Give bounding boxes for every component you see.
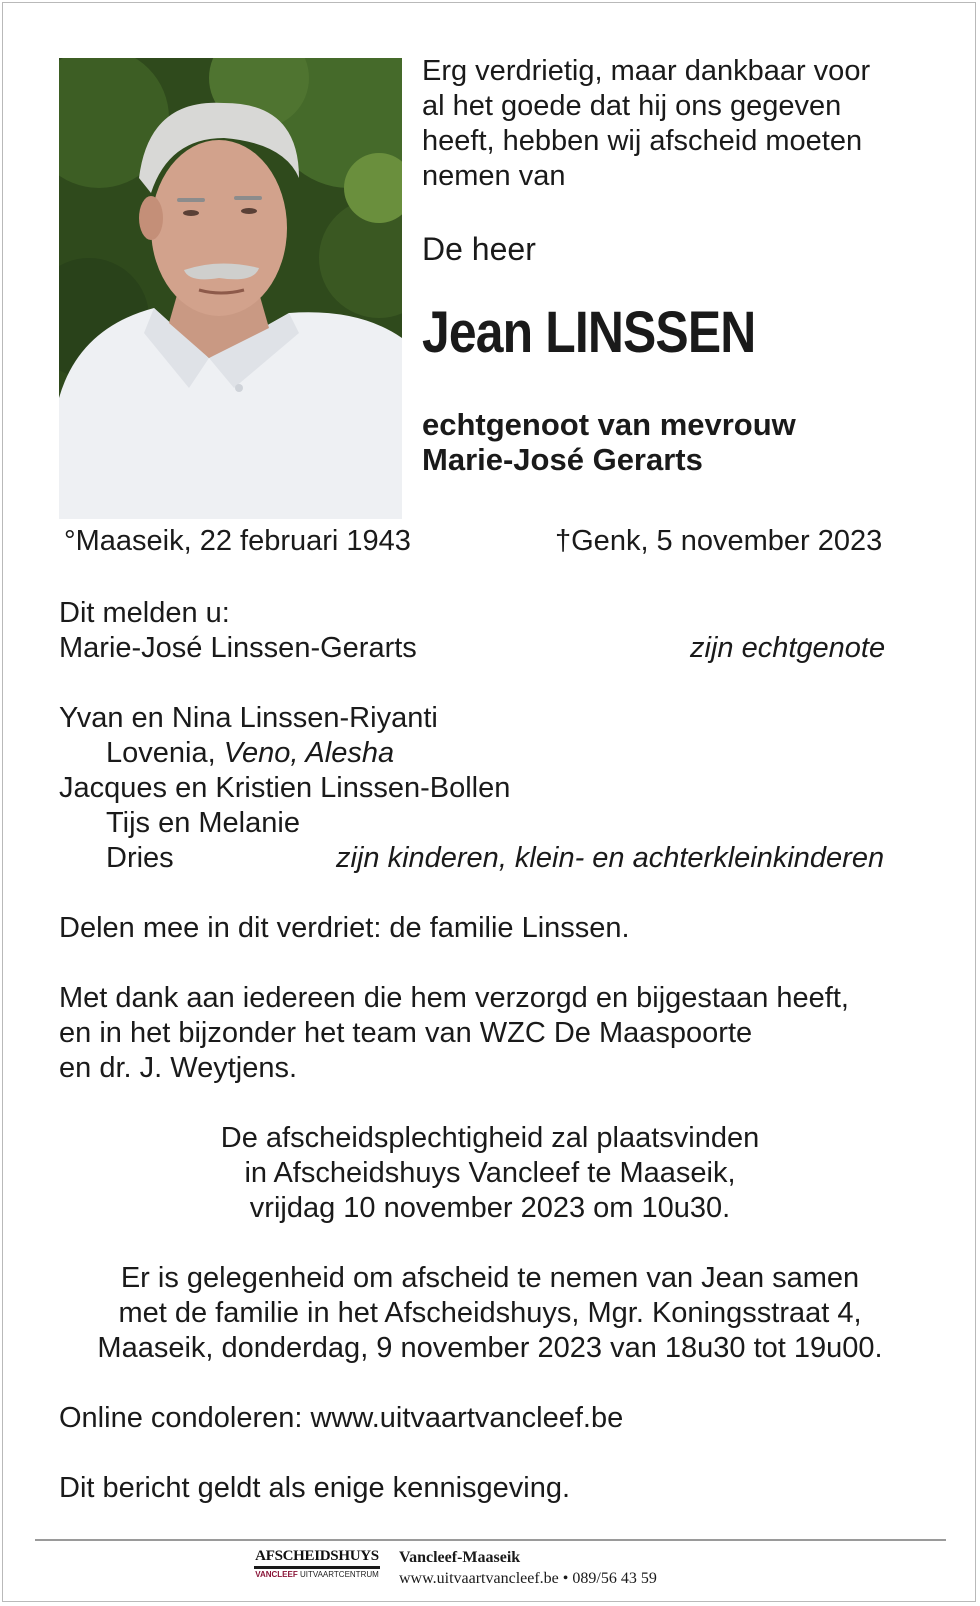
grandchildren-line-1: [106, 736, 394, 771]
online-condolence: Online condoleren: www.uitvaartvancleef.be: [59, 1402, 624, 1434]
family-line-2: Jacques en Kristien Linssen-Bollen: [59, 772, 511, 804]
logo-brand: VANCLEEF: [255, 1570, 298, 1579]
spouse-line-2: Marie-José Gerarts: [422, 442, 703, 477]
intro-line: al het goede dat hij ons gegeven: [422, 90, 842, 122]
funeral-home-name: Vancleef-Maaseik: [399, 1549, 521, 1566]
honorific: De heer: [422, 231, 536, 267]
grandchildren-line-2: Tijs en Melanie: [106, 807, 300, 839]
thanks-line: en dr. J. Weytjens.: [59, 1052, 298, 1084]
ceremony-line: De afscheidsplechtigheid zal plaatsvinden: [220, 1122, 760, 1154]
intro-text: [422, 54, 870, 194]
notice-line: Dit bericht geldt als enige kennisgeving.: [59, 1472, 571, 1504]
grandchildren-plain: Lovenia,: [106, 737, 216, 769]
children-role: zijn kinderen, klein- en achterkleinkinderen: [336, 842, 885, 874]
logo-wordmark: AFSCHEIDSHUYS: [255, 1548, 379, 1564]
footer-divider: [35, 1539, 946, 1541]
share-line: Delen mee in dit verdriet: de familie Linssen.: [59, 912, 630, 944]
logo-subline: [254, 1570, 380, 1580]
funeral-home-logo: [254, 1548, 380, 1588]
logo-bar: [254, 1566, 380, 1569]
intro-line: Erg verdrietig, maar dankbaar voor: [422, 55, 871, 87]
spouse-line-1: echtgenoot van mevrouw: [422, 407, 796, 442]
family-line-1: Yvan en Nina Linssen-Riyanti: [59, 702, 438, 734]
birth-date: °Maaseik, 22 februari 1943: [64, 525, 411, 557]
deceased-name: Jean LINSSEN: [422, 300, 756, 365]
intro-line: nemen van: [422, 160, 566, 192]
spouse-name: Marie-José Linssen-Gerarts: [59, 632, 417, 664]
portrait-photo: [59, 58, 402, 519]
spouse-role: zijn echtgenote: [690, 632, 886, 664]
intro-line: heeft, hebben wij afscheid moeten: [422, 125, 863, 157]
spouse-block: [422, 407, 796, 477]
visitation-line: met de familie in het Afscheidshuys, Mgr. Koningsstraat 4,: [118, 1297, 862, 1329]
grandchildren-italic: Veno, Alesha: [223, 737, 395, 769]
grandchildren-line-3: Dries: [106, 842, 174, 874]
death-date: †Genk, 5 november 2023: [555, 525, 883, 557]
funeral-home-contact: www.uitvaartvancleef.be • 089/56 43 59: [399, 1570, 657, 1587]
logo-rest: UITVAARTCENTRUM: [299, 1570, 379, 1579]
thanks-line: en in het bijzonder het team van WZC De Maaspoorte: [59, 1017, 753, 1049]
ceremony-line: vrijdag 10 november 2023 om 10u30.: [249, 1192, 731, 1224]
ceremony-line: in Afscheidshuys Vancleef te Maaseik,: [244, 1157, 736, 1189]
announcers-heading: Dit melden u:: [59, 597, 230, 629]
visitation-line: Maaseik, donderdag, 9 november 2023 van 18u30 tot 19u00.: [97, 1332, 883, 1364]
thanks-line: Met dank aan iedereen die hem verzorgd en bijgestaan heeft,: [59, 982, 849, 1014]
visitation-line: Er is gelegenheid om afscheid te nemen van Jean samen: [120, 1262, 860, 1294]
